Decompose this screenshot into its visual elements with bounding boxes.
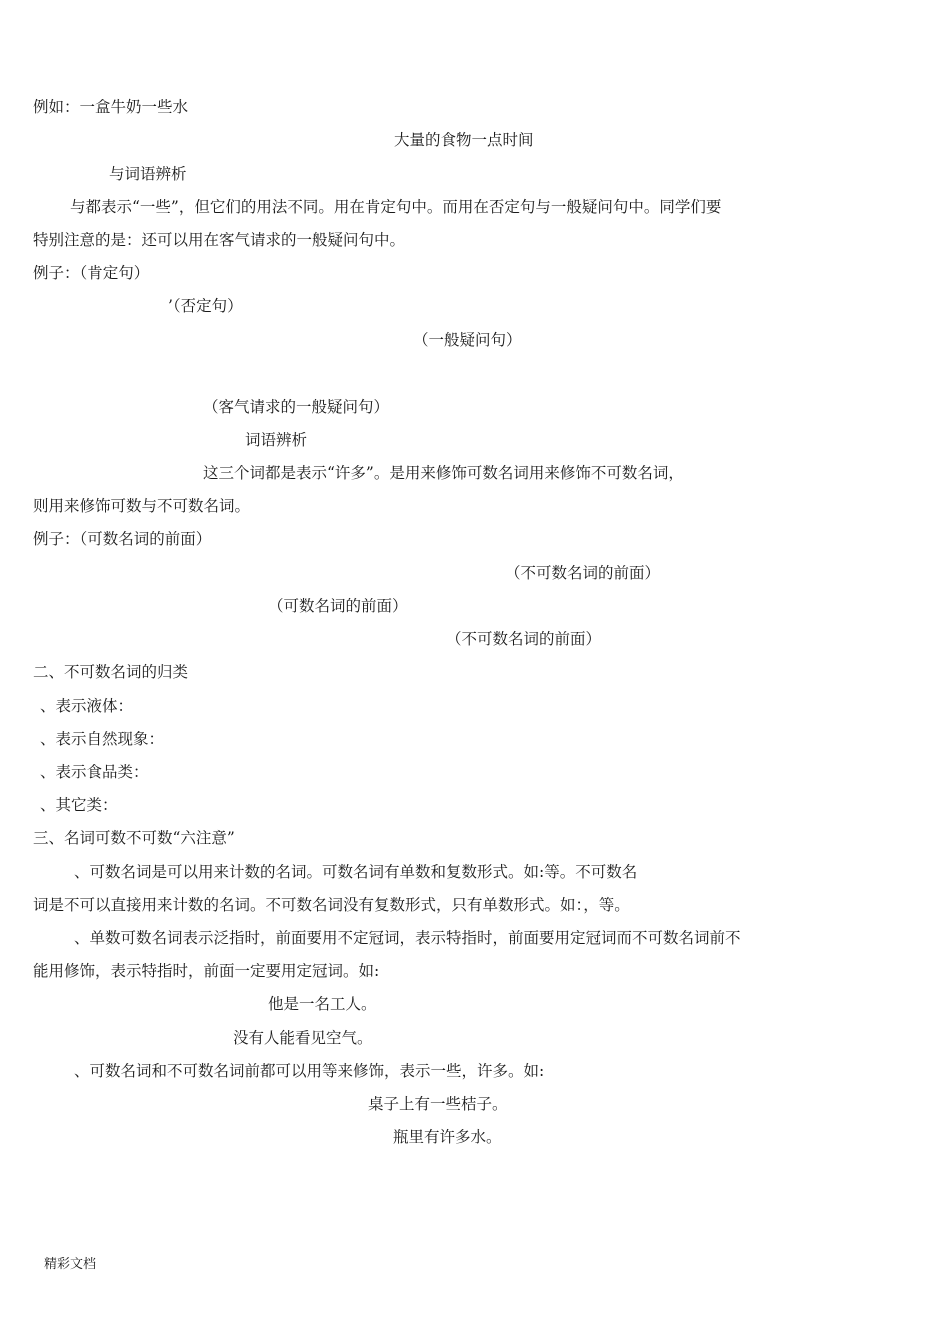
text-line: 能用修饰，表示特指时，前面一定要用定冠词。如: [33,962,380,980]
text-line: 例如：一盒牛奶一些水 [33,98,189,116]
text-line: （不可数名词的前面） [446,630,602,648]
text-line: 、可数名词是可以用来计数的名词。可数名词有单数和复数形式。如:等。不可数名 [74,863,638,881]
text-line: 特别注意的是：还可以用在客气请求的一般疑问句中。 [33,231,406,249]
text-line: 、单数可数名词表示泛指时，前面要用不定冠词，表示特指时，前面要用定冠词而不可数名词前不 [74,929,741,947]
text-line: 大量的食物一点时间 [394,131,534,149]
text-line: 例子：（肯定句） [33,264,150,282]
text-line: （一般疑问句） [413,331,522,349]
page-footer: 精彩文档 [44,1257,97,1272]
text-line: 与都表示“一些”，但它们的用法不同。用在肯定句中。而用在否定句与一般疑问句中。同学们要 [70,198,722,216]
section-heading: 三、名词可数不可数“六注意” [33,829,235,847]
list-item: 、表示食品类： [40,763,149,781]
text-line: （不可数名词的前面） [505,564,661,582]
text-line: （可数名词的前面） [268,597,408,615]
list-item: 、表示液体： [40,697,134,715]
example-sentence: 瓶里有许多水。 [393,1128,502,1146]
text-line: ’（否定句） [168,297,243,315]
section-heading: 词语辨析 [245,431,308,449]
section-heading: 与词语辨析 [109,165,187,183]
example-sentence: 他是一名工人。 [268,995,377,1013]
text-line: （客气请求的一般疑问句） [203,398,390,416]
text-line: 词是不可以直接用来计数的名词。不可数名词没有复数形式，只有单数形式。如：，等。 [33,896,630,914]
example-sentence: 桌子上有一些桔子。 [368,1095,508,1113]
example-sentence: 没有人能看见空气。 [233,1029,373,1047]
section-heading: 二、不可数名词的归类 [33,663,189,681]
text-line: 、可数名词和不可数名词前都可以用等来修饰，表示一些，许多。如: [74,1062,545,1080]
list-item: 、其它类： [40,796,118,814]
text-line: 这三个词都是表示“许多”。是用来修饰可数名词用来修饰不可数名词， [203,464,684,482]
list-item: 、表示自然现象： [40,730,165,748]
text-line: 则用来修饰可数与不可数名词。 [33,497,251,515]
text-line: 例子：（可数名词的前面） [33,530,212,548]
